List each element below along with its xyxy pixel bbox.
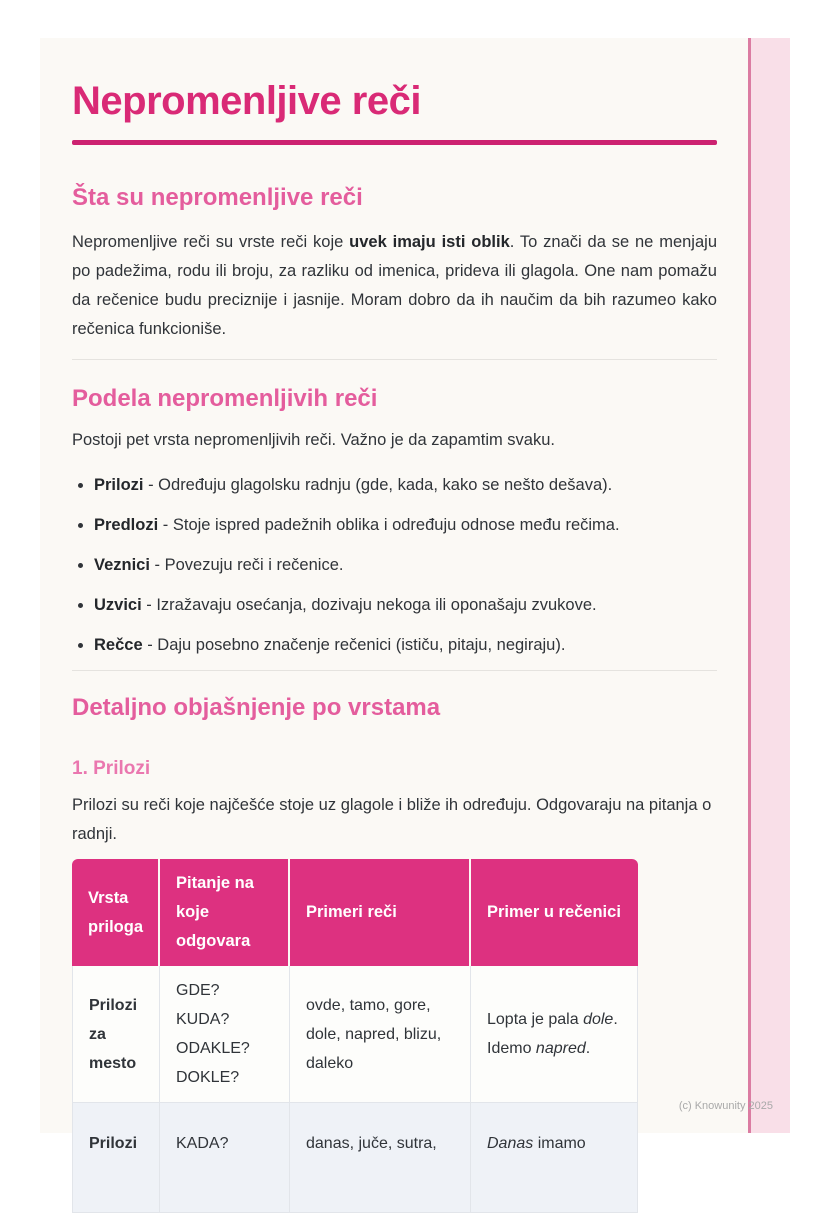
podela-lead-paragraph: Postoji pet vrsta nepromenljivih reči. Važno je da zapamtim svaku.	[72, 431, 555, 449]
column-header-vrsta: Vrsta priloga	[72, 859, 160, 966]
document-page	[40, 38, 790, 1152]
page-side-accent-strip	[748, 38, 790, 1133]
word-type-list	[72, 471, 717, 660]
list-desc: - Izražavaju osećanja, dozivaju nekoga ili oponašaju zvukove.	[141, 596, 597, 614]
intro-text-bold: uvek imaju isti oblik	[349, 233, 510, 251]
cell-sentence	[471, 966, 638, 1103]
cell-examples: danas, juče, sutra,	[290, 1103, 471, 1213]
table-row	[72, 966, 638, 1103]
adverb-types-table	[72, 859, 638, 1213]
section-divider	[72, 670, 717, 671]
intro-text-post: . To znači da se ne menjaju po padežima, rodu ili broju, za razliku od imenica, prideva ili glagola. One nam pomažu da rečenice budu preciznije i jasnije. Moram dobro da ih naučim da bih razumeo kako rečenica funkcioniše.	[72, 233, 717, 338]
table-row	[72, 1103, 638, 1213]
sentence-italic-word: Danas	[487, 1135, 534, 1152]
sentence-text: Idemo	[487, 1040, 536, 1057]
sentence-text: .	[585, 1040, 591, 1057]
list-term: Veznici	[94, 556, 150, 574]
list-item-veznici	[94, 551, 717, 580]
table-header-row	[72, 859, 638, 966]
section-divider	[72, 359, 717, 360]
list-item-uzvici	[94, 591, 717, 620]
title-underline-rule	[72, 140, 717, 145]
sentence-text: .	[613, 1011, 618, 1028]
sentence-text: Lopta je pala	[487, 1011, 584, 1028]
list-term: Prilozi	[94, 476, 144, 494]
list-desc: - Određuju glagolsku radnju (gde, kada, kako se nešto dešava).	[143, 476, 613, 494]
sub-heading-prilozi: 1. Prilozi	[72, 758, 151, 779]
column-header-pitanje: Pitanje na koje odgovara	[160, 859, 290, 966]
list-item-prilozi	[94, 471, 717, 500]
list-item-recce	[94, 631, 717, 660]
list-term: Uzvici	[94, 596, 142, 614]
section-heading-detaljno: Detaljno objašnjenje po vrstama	[72, 694, 441, 721]
cell-sentence	[471, 1103, 638, 1213]
list-term: Predlozi	[94, 516, 159, 534]
document-content	[40, 78, 748, 1213]
cell-examples: ovde, tamo, gore, dole, napred, blizu, daleko	[290, 966, 471, 1103]
intro-text-pre: Nepromenljive reči su vrste reči koje	[72, 233, 350, 251]
list-term: Rečce	[94, 636, 143, 654]
page-title: Nepromenljive reči	[72, 79, 421, 123]
cell-type: Prilozi	[72, 1103, 160, 1213]
sentence-text: imamo	[533, 1135, 586, 1152]
column-header-primeri: Primeri reči	[290, 859, 471, 966]
list-desc: - Povezuju reči i rečenice.	[149, 556, 344, 574]
section-heading-what-are: Šta su nepromenljive reči	[72, 184, 363, 211]
list-desc: - Stoje ispred padežnih oblika i određuju odnose među rečima.	[158, 516, 620, 534]
cell-question: GDE? KUDA? ODAKLE? DOKLE?	[160, 966, 290, 1103]
prilozi-lead-paragraph: Prilozi su reči koje najčešće stoje uz glagole i bliže ih određuju. Odgovaraju na pitanja o radnji.	[72, 796, 712, 843]
sentence-italic-word: dole	[583, 1011, 614, 1028]
column-header-primer-recenica: Primer u rečenici	[471, 859, 638, 966]
list-item-predlozi	[94, 511, 717, 540]
intro-paragraph	[72, 228, 717, 344]
knowunity-watermark: (c) Knowunity 2025	[678, 1100, 773, 1112]
list-desc: - Daju posebno značenje rečenici (ističu, pitaju, negiraju).	[142, 636, 566, 654]
cell-question: KADA?	[160, 1103, 290, 1213]
cell-type: Prilozi za mesto	[72, 966, 160, 1103]
sentence-italic-word: napred	[535, 1040, 586, 1057]
section-heading-podela: Podela nepromenljivih reči	[72, 385, 378, 412]
